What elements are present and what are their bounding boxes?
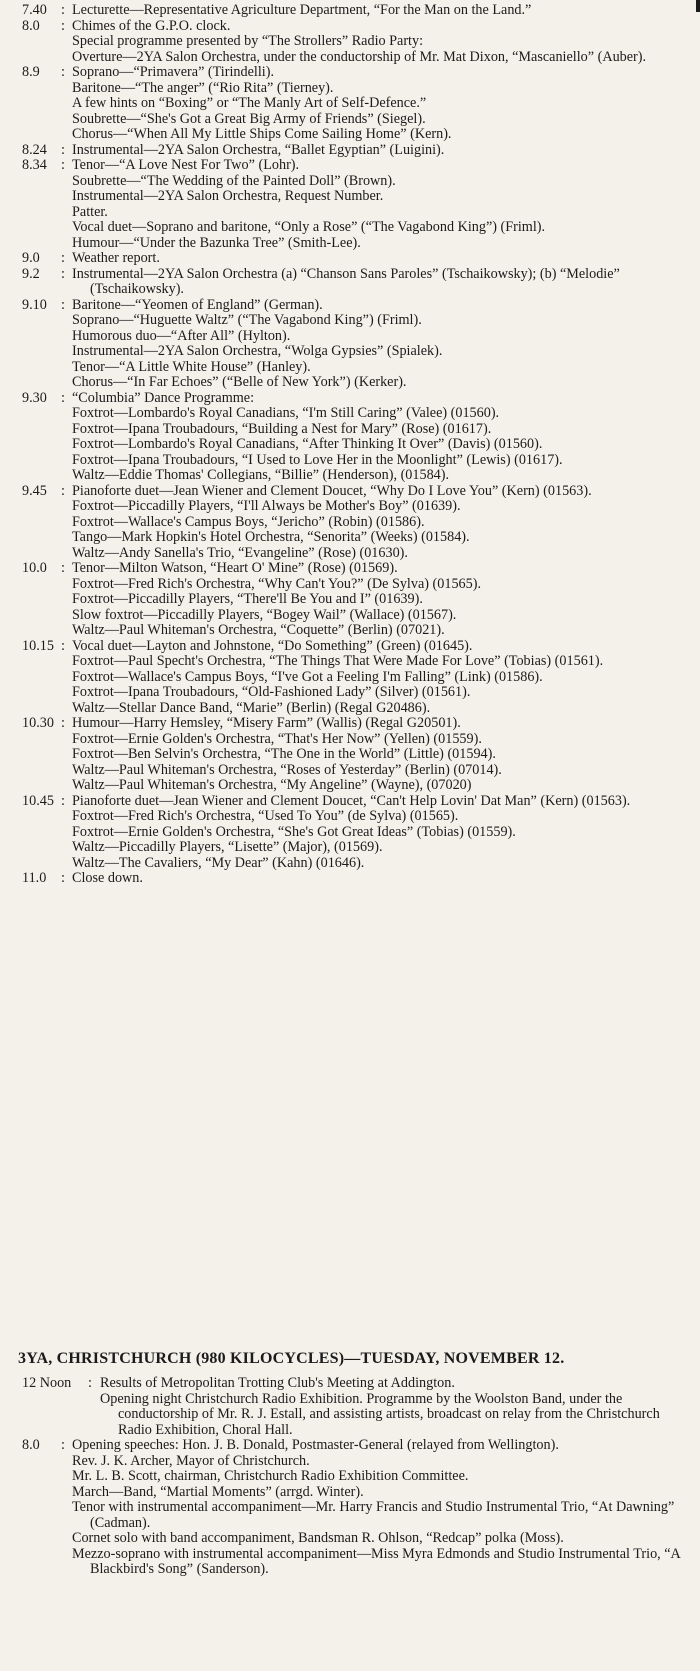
entry-time: 10.30	[22, 715, 54, 731]
entry-item: Tenor—“A Love Nest For Two” (Lohr).	[72, 157, 300, 173]
entry-time: 8.9	[22, 64, 40, 80]
entry-item: Soubrette—“The Wedding of the Painted Doll” (Brown).	[72, 172, 396, 189]
entry-time: 10.0	[22, 560, 47, 576]
entry-item: Vocal duet—Soprano and baritone, “Only a Rose” (“The Vagabond King”) (Friml).	[72, 219, 546, 235]
entry-time: 9.10	[22, 296, 47, 313]
time-separator: :	[61, 157, 65, 173]
entry-item: Chorus—“When All My Little Ships Come Sailing Home” (Kern).	[72, 126, 452, 142]
entry-item: Close down.	[72, 870, 143, 886]
programme-entry	[0, 391, 700, 484]
entry-item: Foxtrot—Ipana Troubadours, “Old-Fashioned Lady” (Silver) (01561).	[72, 684, 471, 700]
entry-item: Instrumental—2YA Salon Orchestra (a) “Chanson Sans Paroles” (Tschaikowsky); (b) “Melodie” (Tschaikowsky).	[72, 265, 620, 297]
entry-item: Foxtrot—Lombardo's Royal Canadians, “I'm Still Caring” (Valee) (01560).	[72, 405, 500, 421]
entry-item: Waltz—Paul Whiteman's Orchestra, “Roses of Yesterday” (Berlin) (07014).	[72, 761, 502, 778]
entry-item: Results of Metropolitan Trotting Club's Meeting at Addington.	[100, 1375, 455, 1391]
entry-item: Foxtrot—Ernie Golden's Orchestra, “That's Her Now” (Yellen) (01559).	[72, 730, 482, 747]
programme-entry	[0, 3, 700, 19]
time-separator: :	[61, 482, 65, 499]
entry-item: Opening night Christchurch Radio Exhibition. Programme by the Woolston Band, under the conductorship of Mr. R. J. Estall, and assisting artists, broadcast on relay from the Christchurch Radio Exhibition, Choral Hall.	[100, 1390, 660, 1438]
entry-item: Mezzo-soprano with instrumental accompaniment—Miss Myra Edmonds and Studio Instrumental Trio, “A Blackbird's Song” (Sanderson).	[72, 1545, 681, 1577]
programme-entry	[0, 716, 700, 794]
entry-item: Patter.	[72, 203, 108, 220]
entry-item: Waltz—Andy Sanella's Trio, “Evangeline” (Rose) (01630).	[72, 544, 408, 561]
time-separator: :	[61, 250, 65, 266]
entry-time: 12 Noon	[22, 1375, 72, 1391]
entry-item: Instrumental—2YA Salon Orchestra, “Ballet Egyptian” (Luigini).	[72, 141, 445, 158]
entry-item: Soubrette—“She's Got a Great Big Army of Friends” (Siegel).	[72, 110, 426, 127]
entry-item: Foxtrot—Wallace's Campus Boys, “Jericho” (Robin) (01586).	[72, 513, 425, 530]
entry-time: 9.0	[22, 250, 40, 266]
entry-item: Foxtrot—Piccadilly Players, “I'll Always be Mother's Boy” (01639).	[72, 498, 461, 514]
entry-item: Tenor—“A Little White House” (Hanley).	[72, 358, 311, 375]
entry-item: Soprano—“Primavera” (Tirindelli).	[72, 64, 274, 80]
programme-entry	[0, 871, 700, 887]
entry-item: Foxtrot—Ben Selvin's Orchestra, “The One in the World” (Little) (01594).	[72, 746, 496, 762]
entry-time: 9.45	[22, 482, 47, 499]
entry-item: Foxtrot—Ernie Golden's Orchestra, “She's Got Great Ideas” (Tobias) (01559).	[72, 823, 516, 840]
entry-item: Cornet solo with band accompaniment, Bandsman R. Ohlson, “Redcap” polka (Moss).	[72, 1530, 564, 1546]
entry-time: 8.24	[22, 141, 47, 158]
programme-entry	[0, 298, 700, 391]
time-separator: :	[61, 296, 65, 313]
time-separator: :	[61, 17, 65, 34]
time-separator: :	[88, 1375, 92, 1391]
2ya-programme-list	[0, 3, 700, 887]
entry-time: 9.2	[22, 265, 40, 282]
entry-time: 9.30	[22, 389, 47, 406]
entry-time: 10.45	[22, 792, 54, 809]
time-separator: :	[61, 64, 65, 80]
entry-item: Waltz—The Cavaliers, “My Dear” (Kahn) (01646).	[72, 854, 365, 871]
entry-item: Foxtrot—Wallace's Campus Boys, “I've Got a Feeling I'm Falling” (Link) (01586).	[72, 668, 543, 685]
time-separator: :	[61, 637, 65, 654]
time-separator: :	[61, 141, 65, 158]
time-separator: :	[61, 792, 65, 809]
entry-item: Vocal duet—Layton and Johnstone, “Do Something” (Green) (01645).	[72, 637, 473, 654]
entry-item: Tenor—Milton Watson, “Heart O' Mine” (Rose) (01569).	[72, 560, 398, 576]
programme-entry	[0, 1376, 700, 1438]
entry-item: “Columbia” Dance Programme:	[72, 389, 255, 406]
entry-item: Soprano—“Huguette Waltz” (“The Vagabond King”) (Friml).	[72, 312, 422, 328]
entry-item: Chorus—“In Far Echoes” (“Belle of New York”) (Kerker).	[72, 374, 407, 390]
entry-item: Humorous duo—“After All” (Hylton).	[72, 327, 291, 344]
entry-item: Humour—“Under the Bazunka Tree” (Smith-Lee).	[72, 234, 361, 251]
programme-entry	[0, 65, 700, 143]
entry-item: Opening speeches: Hon. J. B. Donald, Postmaster-General (relayed from Wellington).	[72, 1437, 559, 1453]
entry-item: Waltz—Piccadilly Players, “Lisette” (Major), (01569).	[72, 839, 383, 855]
time-separator: :	[61, 870, 65, 886]
entry-item: Overture—2YA Salon Orchestra, under the conductorship of Mr. Mat Dixon, “Mascaniello” (Auber).	[72, 48, 647, 65]
programme-entry	[0, 267, 700, 298]
entry-item: Waltz—Paul Whiteman's Orchestra, “Coquette” (Berlin) (07021).	[72, 622, 445, 638]
entry-item: Lecturette—Representative Agriculture Department, “For the Man on the Land.”	[72, 2, 532, 18]
programme-entry	[0, 484, 700, 562]
entry-time: 8.34	[22, 157, 47, 173]
time-separator: :	[61, 1437, 65, 1453]
time-separator: :	[61, 265, 65, 282]
time-separator: :	[61, 560, 65, 576]
entry-item: Special programme presented by “The Strollers” Radio Party:	[72, 33, 424, 49]
entry-time: 7.40	[22, 2, 47, 18]
time-separator: :	[61, 715, 65, 731]
entry-item: Foxtrot—Fred Rich's Orchestra, “Used To You” (de Sylva) (01565).	[72, 808, 459, 824]
entry-item: Pianoforte duet—Jean Wiener and Clement Doucet, “Can't Help Lovin' Dat Man” (Kern) (01563).	[72, 792, 631, 809]
entry-item: Waltz—Eddie Thomas' Collegians, “Billie” (Henderson), (01584).	[72, 467, 450, 483]
entry-item: Instrumental—2YA Salon Orchestra, “Wolga Gypsies” (Spialek).	[72, 343, 443, 359]
entry-item: Foxtrot—Ipana Troubadours, “I Used to Love Her in the Moonlight” (Lewis) (01617).	[72, 451, 563, 468]
entry-item: Instrumental—2YA Salon Orchestra, Request Number.	[72, 188, 384, 204]
entry-item: Foxtrot—Piccadilly Players, “There'll Be You and I” (01639).	[72, 591, 423, 607]
entry-item: Foxtrot—Ipana Troubadours, “Building a Nest for Mary” (Rose) (01617).	[72, 420, 492, 437]
entry-item: Chimes of the G.P.O. clock.	[72, 17, 231, 34]
entry-time: 8.0	[22, 17, 40, 34]
entry-item: Rev. J. K. Archer, Mayor of Christchurch.	[72, 1452, 310, 1469]
3ya-programme-list	[0, 1376, 700, 1578]
entry-item: Waltz—Paul Whiteman's Orchestra, “My Angeline” (Wayne), (07020)	[72, 777, 472, 793]
programme-entry	[0, 19, 700, 66]
programme-entry	[0, 561, 700, 639]
entry-item: March—Band, “Martial Moments” (arrgd. Winter).	[72, 1483, 364, 1500]
programme-entry	[0, 1438, 700, 1578]
3ya-programme-section	[0, 1350, 700, 1578]
entry-item: Waltz—Stellar Dance Band, “Marie” (Berlin) (Regal G20486).	[72, 699, 431, 716]
entry-item: Mr. L. B. Scott, chairman, Christchurch Radio Exhibition Committee.	[72, 1468, 469, 1484]
programme-entry	[0, 639, 700, 717]
entry-item: Weather report.	[72, 250, 160, 266]
entry-time: 8.0	[22, 1437, 40, 1453]
entry-item: Foxtrot—Lombardo's Royal Canadians, “After Thinking It Over” (Davis) (01560).	[72, 436, 543, 452]
entry-time: 10.15	[22, 637, 54, 654]
entry-time: 11.0	[22, 870, 47, 886]
entry-item: Baritone—“Yeomen of England” (German).	[72, 296, 323, 313]
entry-item: Humour—Harry Hemsley, “Misery Farm” (Wallis) (Regal G20501).	[72, 715, 461, 731]
programme-entry	[0, 251, 700, 267]
time-separator: :	[61, 389, 65, 406]
programme-entry	[0, 143, 700, 159]
programme-entry	[0, 158, 700, 251]
entry-item: Slow foxtrot—Piccadilly Players, “Bogey Wail” (Wallace) (01567).	[72, 606, 457, 623]
section-heading: 3YA, CHRISTCHURCH (980 KILOCYCLES)—TUESDAY, NOVEMBER 12.	[18, 1350, 565, 1367]
entry-item: Baritone—“The anger” (“Rio Rita” (Tierney).	[72, 79, 334, 96]
entry-item: Tenor with instrumental accompaniment—Mr. Harry Francis and Studio Instrumental Trio, “At Dawning” (Cadman).	[72, 1499, 675, 1531]
entry-item: Pianoforte duet—Jean Wiener and Clement Doucet, “Why Do I Love You” (Kern) (01563).	[72, 482, 592, 499]
entry-item: Foxtrot—Fred Rich's Orchestra, “Why Can't You?” (De Sylva) (01565).	[72, 575, 481, 592]
entry-item: Foxtrot—Paul Specht's Orchestra, “The Things That Were Made For Love” (Tobias) (01561).	[72, 653, 604, 669]
entry-item: A few hints on “Boxing” or “The Manly Art of Self-Defence.”	[72, 95, 427, 111]
programme-entry	[0, 794, 700, 872]
time-separator: :	[61, 2, 65, 18]
entry-item: Tango—Mark Hopkin's Hotel Orchestra, “Senorita” (Weeks) (01584).	[72, 529, 470, 545]
